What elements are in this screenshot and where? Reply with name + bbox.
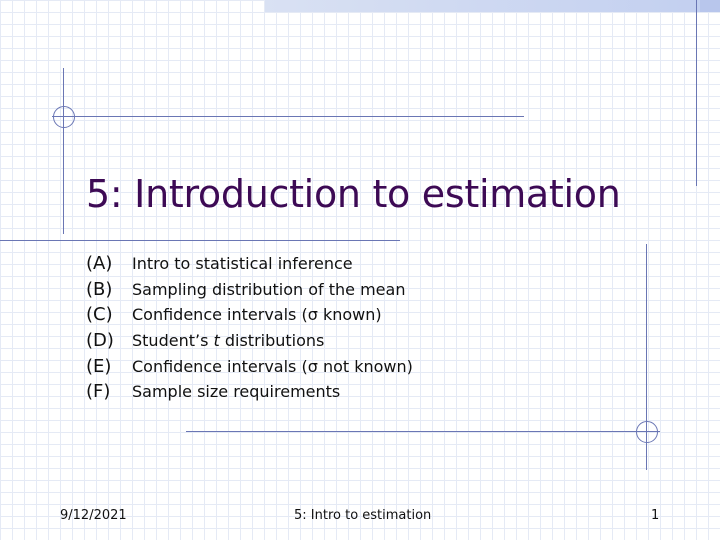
agenda-item-text [132,331,324,350]
agenda-item-text: Intro to statistical inference [132,254,353,274]
slide-title: 5: Introduction to estimation [86,172,621,216]
agenda-item-text: Sampling distribution of the mean [132,279,406,299]
agenda-item-text-after: distributions [219,331,325,351]
decor-circle-top-left [53,106,75,128]
footer-title: 5: Intro to estimation [294,508,432,523]
agenda-item-label: (A) [86,253,113,275]
agenda-item-c [86,302,413,328]
agenda-item-a [86,251,413,277]
decor-vertical-line-top-left [63,68,64,234]
footer-date: 9/12/2021 [60,508,127,523]
agenda-item-label: (B) [86,278,113,300]
agenda-item-text: Confidence intervals (σ not known) [132,356,413,376]
agenda-item-label: (E) [86,355,112,377]
agenda-item-b [86,277,413,303]
agenda-item-text: Confidence intervals (σ known) [132,305,382,325]
agenda-item-label: (D) [86,330,114,352]
agenda-item-label: (C) [86,304,113,326]
agenda-item-text-italic: t [213,331,220,351]
agenda-list [86,251,413,405]
decor-vertical-line-top-right [696,0,697,186]
decor-horizontal-line-top [52,116,524,117]
top-decorative-band [265,0,720,12]
decor-horizontal-line-under-title [0,240,400,241]
agenda-item-d [86,328,413,354]
decor-horizontal-line-bottom [186,431,660,432]
agenda-item-e [86,353,413,379]
agenda-item-label: (F) [86,381,111,403]
agenda-item-text: Sample size requirements [132,382,341,402]
decor-circle-bottom-right [636,421,658,443]
top-decorative-band-end [700,0,720,12]
agenda-item-text-before: Student’s [132,331,214,351]
footer-page-number: 1 [651,508,660,523]
agenda-item-f [86,379,413,405]
